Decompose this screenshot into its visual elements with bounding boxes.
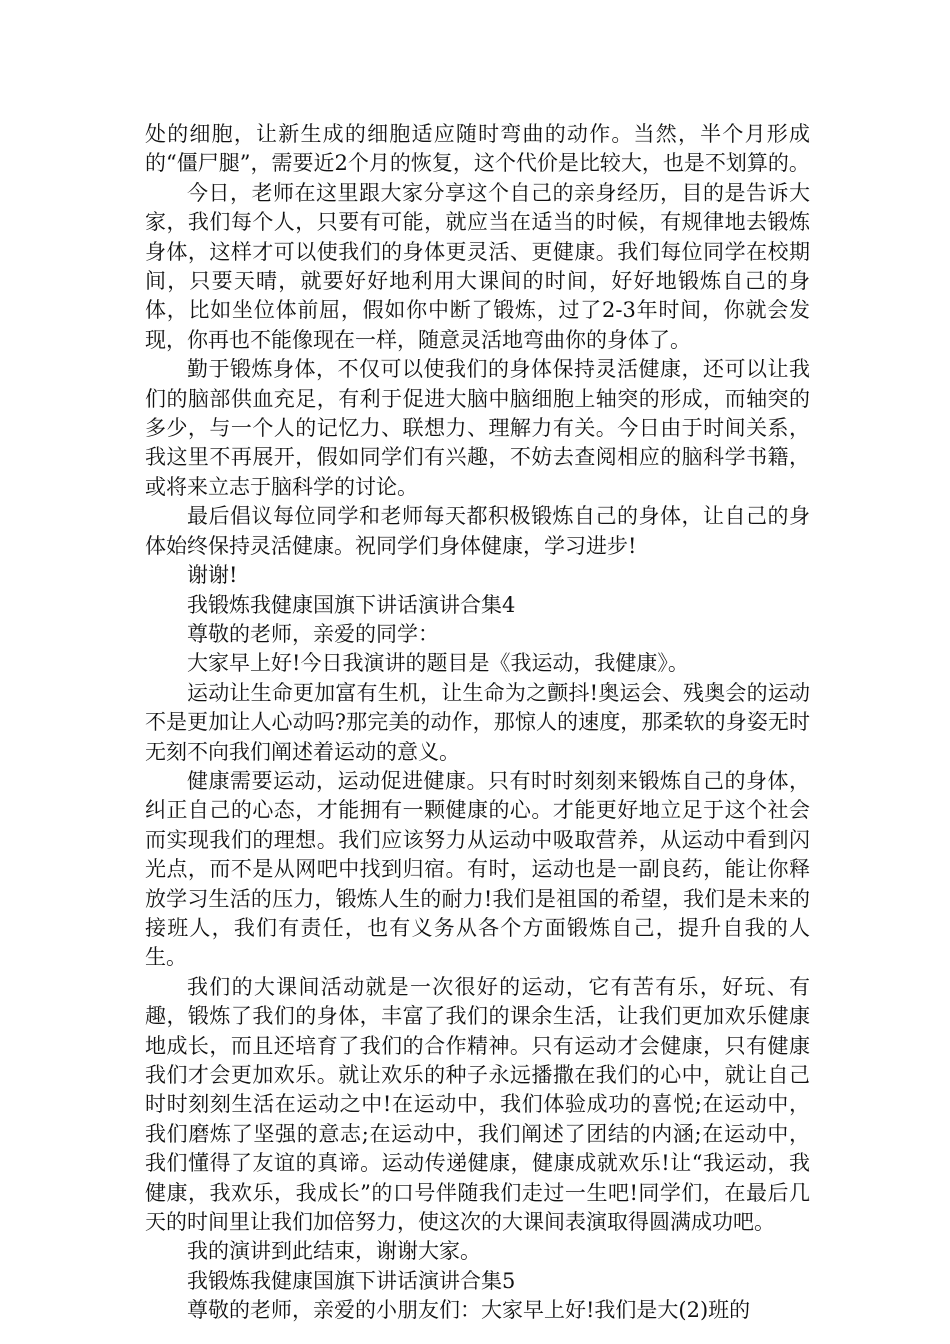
paragraph-2: 今日，老师在这里跟大家分享这个自己的亲身经历，目的是告诉大家，我们每个人，只要有可能，就应当在适当的时候，有规律地去锻炼身体，这样才可以使我们的身体更灵活、更健康。我们每位同学在校期间，只要天晴，就要好好地利用大课间的时间，好好地锻炼自己的身体，比如坐位体前屈，假如你中断了锻炼，过了2-3年时间，你就会发现，你再也不能像现在一样，随意灵活地弯曲你的身体了。 (145, 180, 810, 352)
greeting-4: 大家早上好!今日我演讲的题目是《我运动，我健康》。 (187, 651, 689, 676)
paragraph-4: 最后倡议每位同学和老师每天都积极锻炼自己的身体，让自己的身体始终保持灵活健康。祝同学们身体健康，学习进步! (145, 504, 810, 558)
document-body (145, 120, 810, 1326)
paragraph-3: 勤于锻炼身体，不仅可以使我们的身体保持灵活健康，还可以让我们的脑部供血充足，有利于促进大脑中脑细胞上轴突的形成，而轴突的多少，与一个人的记忆力、联想力、理解力有关。今日由于时间关系，我这里不再展开，假如同学们有兴趣，不妨去查阅相应的脑科学书籍，或将来立志于脑科学的讨论。 (145, 357, 810, 499)
speech-4-heading: 我锻炼我健康国旗下讲话演讲合集4 (187, 592, 516, 617)
paragraph-10: 健康需要运动，运动促进健康。只有时时刻刻来锻炼自己的身体，纠正自己的心态，才能拥有一颗健康的心。才能更好地立足于这个社会而实现我们的理想。我们应该努力从运动中吸取营养，从运动中看到闪光点，而不是从网吧中找到归宿。有时，运动也是一副良药，能让你释放学习生活的压力，锻炼人生的耐力!我们是祖国的希望，我们是未来的接班人，我们有责任，也有义务从各个方面锻炼自己，提升自我的人生。 (145, 768, 810, 970)
speech-5-heading: 我锻炼我健康国旗下讲话演讲合集5 (187, 1268, 516, 1293)
closing-line-4: 我的演讲到此结束，谢谢大家。 (187, 1239, 481, 1264)
paragraph-9: 运动让生命更加富有生机，让生命为之颤抖!奥运会、残奥会的运动不是更加让人心动吗?那完美的动作，那惊人的速度，那柔软的身姿无时无刻不向我们阐述着运动的意义。 (145, 680, 810, 764)
paragraph-11: 我们的大课间活动就是一次很好的运动，它有苦有乐，好玩、有趣，锻炼了我们的身体，丰富了我们的课余生活，让我们更加欢乐健康地成长，而且还培育了我们的合作精神。只有运动才会健康，只有健康我们才会更加欢乐。就让欢乐的种子永远播撒在我们的心中，就让自己时时刻刻生活在运动之中!在运动中，我们体验成功的喜悦;在运动中，我们磨炼了坚强的意志;在运动中，我们阐述了团结的内涵;在运动中，我们懂得了友谊的真谛。运动传递健康，健康成就欢乐!让“我运动，我健康，我欢乐，我成长”的口号伴随我们走过一生吧!同学们，在最后几天的时间里让我们加倍努力，使这次的大课间表演取得圆满成功吧。 (145, 974, 810, 1235)
salutation-5: 尊敬的老师，亲爱的小朋友们：大家早上好!我们是大(2)班的 (187, 1298, 751, 1323)
thanks-line: 谢谢! (187, 563, 238, 588)
salutation-4: 尊敬的老师，亲爱的同学： (187, 621, 439, 646)
paragraph-1: 处的细胞，让新生成的细胞适应随时弯曲的动作。当然，半个月形成的“僵尸腿”，需要近2个月的恢复，这个代价是比较大，也是不划算的。 (145, 122, 810, 176)
